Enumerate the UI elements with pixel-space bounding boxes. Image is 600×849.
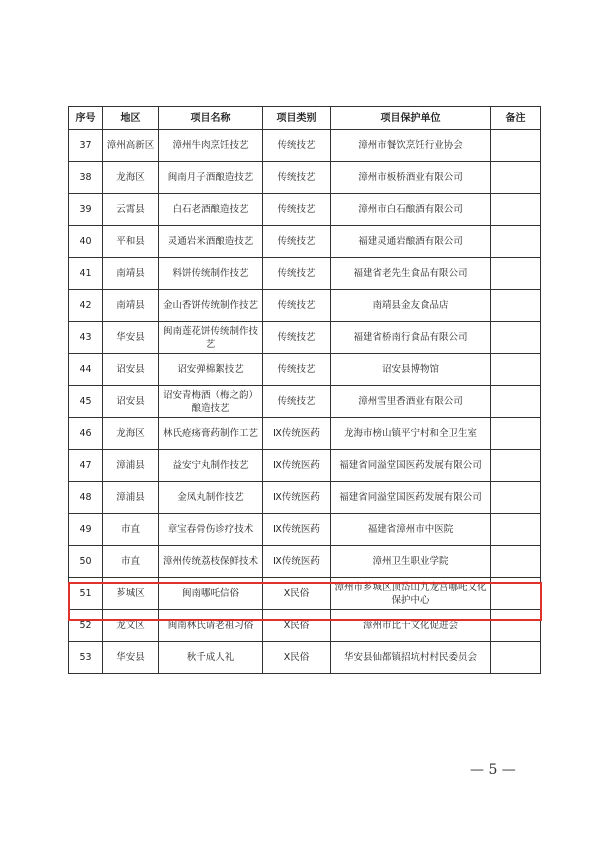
cell-col-category: Ⅸ传统医药 — [263, 450, 331, 482]
cell-col-remarks — [491, 194, 541, 226]
cell-col-region: 漳浦县 — [103, 482, 159, 514]
cell-col-region: 龙海区 — [103, 418, 159, 450]
cell-col-index: 52 — [69, 610, 103, 642]
cell-col-project-name: 漳州传统荔枝保鲜技术 — [159, 546, 263, 578]
cell-col-index: 39 — [69, 194, 103, 226]
cell-col-category: Ⅸ传统医药 — [263, 482, 331, 514]
table-row — [69, 482, 541, 514]
cell-col-remarks — [491, 322, 541, 354]
page-number: — 5 — — [470, 762, 516, 778]
cell-col-protection-unit: 漳州市餐饮烹饪行业协会 — [331, 130, 491, 162]
cell-col-index: 47 — [69, 450, 103, 482]
cell-col-category: Ⅹ民俗 — [263, 578, 331, 610]
table-row — [69, 226, 541, 258]
cell-col-category: 传统技艺 — [263, 162, 331, 194]
cell-col-project-name: 白石老酒酿造技艺 — [159, 194, 263, 226]
cell-col-remarks — [491, 354, 541, 386]
cell-col-project-name: 漳州牛肉烹饪技艺 — [159, 130, 263, 162]
cell-col-project-name: 秋千成人礼 — [159, 642, 263, 674]
cell-col-protection-unit: 福建省同溢堂国医药发展有限公司 — [331, 482, 491, 514]
header-col-protection-unit: 项目保护单位 — [331, 107, 491, 130]
cell-col-protection-unit: 南靖县金友食品店 — [331, 290, 491, 322]
cell-col-index: 44 — [69, 354, 103, 386]
table-row — [69, 322, 541, 354]
cell-col-category: Ⅸ传统医药 — [263, 546, 331, 578]
cell-col-project-name: 料饼传统制作技艺 — [159, 258, 263, 290]
cell-col-remarks — [491, 514, 541, 546]
cell-col-protection-unit: 福建省漳州市中医院 — [331, 514, 491, 546]
cell-col-category: 传统技艺 — [263, 290, 331, 322]
cell-col-remarks — [491, 130, 541, 162]
cell-col-index: 53 — [69, 642, 103, 674]
cell-col-region: 云霄县 — [103, 194, 159, 226]
cell-col-project-name: 金山香饼传统制作技艺 — [159, 290, 263, 322]
cell-col-category: 传统技艺 — [263, 354, 331, 386]
cell-col-index: 43 — [69, 322, 103, 354]
table-row — [69, 418, 541, 450]
cell-col-region: 诏安县 — [103, 386, 159, 418]
cell-col-protection-unit: 龙海市榜山镇平宁村和全卫生室 — [331, 418, 491, 450]
table-row — [69, 290, 541, 322]
cell-col-category: Ⅸ传统医药 — [263, 418, 331, 450]
cell-col-index: 51 — [69, 578, 103, 610]
cell-col-remarks — [491, 290, 541, 322]
table-row — [69, 386, 541, 418]
cell-col-region: 芗城区 — [103, 578, 159, 610]
cell-col-category: 传统技艺 — [263, 226, 331, 258]
cell-col-region: 华安县 — [103, 322, 159, 354]
cell-col-project-name: 林氏疮疡膏药制作工艺 — [159, 418, 263, 450]
cell-col-remarks — [491, 450, 541, 482]
header-col-category: 项目类别 — [263, 107, 331, 130]
table-row — [69, 162, 541, 194]
heritage-table-container — [68, 106, 540, 674]
cell-col-region: 南靖县 — [103, 290, 159, 322]
cell-col-region: 诏安县 — [103, 354, 159, 386]
cell-col-project-name: 闽南林氏请老祖习俗 — [159, 610, 263, 642]
cell-col-index: 41 — [69, 258, 103, 290]
cell-col-index: 42 — [69, 290, 103, 322]
cell-col-remarks — [491, 418, 541, 450]
cell-col-index: 37 — [69, 130, 103, 162]
cell-col-protection-unit: 福建省老先生食品有限公司 — [331, 258, 491, 290]
cell-col-region: 漳浦县 — [103, 450, 159, 482]
cell-col-protection-unit: 漳州雪里香酒业有限公司 — [331, 386, 491, 418]
cell-col-index: 45 — [69, 386, 103, 418]
cell-col-protection-unit: 福建省同溢堂国医药发展有限公司 — [331, 450, 491, 482]
table-row — [69, 258, 541, 290]
cell-col-project-name: 益安宁丸制作技艺 — [159, 450, 263, 482]
table-row — [69, 450, 541, 482]
header-col-index: 序号 — [69, 107, 103, 130]
cell-col-region: 南靖县 — [103, 258, 159, 290]
cell-col-remarks — [491, 226, 541, 258]
heritage-table — [68, 106, 541, 674]
cell-col-region: 龙文区 — [103, 610, 159, 642]
cell-col-region: 市直 — [103, 514, 159, 546]
cell-col-protection-unit: 福建灵通岩酿酒有限公司 — [331, 226, 491, 258]
header-col-remarks: 备注 — [491, 107, 541, 130]
cell-col-index: 40 — [69, 226, 103, 258]
cell-col-protection-unit: 漳州市比干文化促进会 — [331, 610, 491, 642]
cell-col-region: 华安县 — [103, 642, 159, 674]
cell-col-region: 平和县 — [103, 226, 159, 258]
cell-col-remarks — [491, 610, 541, 642]
cell-col-project-name: 诏安弹棉絮技艺 — [159, 354, 263, 386]
cell-col-category: Ⅹ民俗 — [263, 610, 331, 642]
table-row — [69, 610, 541, 642]
cell-col-index: 46 — [69, 418, 103, 450]
cell-col-index: 48 — [69, 482, 103, 514]
cell-col-project-name: 灵通岩米酒酿造技艺 — [159, 226, 263, 258]
table-row — [69, 130, 541, 162]
cell-col-category: 传统技艺 — [263, 130, 331, 162]
table-header-row — [69, 107, 541, 130]
cell-col-remarks — [491, 386, 541, 418]
cell-col-index: 38 — [69, 162, 103, 194]
cell-col-category: 传统技艺 — [263, 194, 331, 226]
cell-col-region: 市直 — [103, 546, 159, 578]
cell-col-category: Ⅹ民俗 — [263, 642, 331, 674]
cell-col-region: 漳州高新区 — [103, 130, 159, 162]
header-col-project-name: 项目名称 — [159, 107, 263, 130]
cell-col-protection-unit: 漳州市芗城区顶岱山九龙宫哪吒文化保护中心 — [331, 578, 491, 610]
cell-col-project-name: 金凤丸制作技艺 — [159, 482, 263, 514]
cell-col-index: 50 — [69, 546, 103, 578]
header-col-region: 地区 — [103, 107, 159, 130]
cell-col-category: Ⅸ传统医药 — [263, 514, 331, 546]
table-row — [69, 546, 541, 578]
table-body — [69, 130, 541, 674]
cell-col-protection-unit: 漳州市板桥酒业有限公司 — [331, 162, 491, 194]
table-row — [69, 578, 541, 610]
cell-col-remarks — [491, 578, 541, 610]
cell-col-project-name: 诏安青梅酒（梅之韵）酿造技艺 — [159, 386, 263, 418]
cell-col-protection-unit: 诏安县博物馆 — [331, 354, 491, 386]
cell-col-category: 传统技艺 — [263, 386, 331, 418]
cell-col-project-name: 闽南月子酒酿造技艺 — [159, 162, 263, 194]
cell-col-project-name: 闽南莲花饼传统制作技艺 — [159, 322, 263, 354]
cell-col-index: 49 — [69, 514, 103, 546]
cell-col-category: 传统技艺 — [263, 258, 331, 290]
cell-col-protection-unit: 福建省桥南行食品有限公司 — [331, 322, 491, 354]
cell-col-category: 传统技艺 — [263, 322, 331, 354]
cell-col-protection-unit: 漳州卫生职业学院 — [331, 546, 491, 578]
cell-col-project-name: 闽南哪吒信俗 — [159, 578, 263, 610]
cell-col-region: 龙海区 — [103, 162, 159, 194]
cell-col-protection-unit: 漳州市白石酿酒有限公司 — [331, 194, 491, 226]
cell-col-remarks — [491, 482, 541, 514]
table-row — [69, 514, 541, 546]
cell-col-remarks — [491, 258, 541, 290]
cell-col-remarks — [491, 642, 541, 674]
cell-col-remarks — [491, 546, 541, 578]
cell-col-protection-unit: 华安县仙都镇招坑村村民委员会 — [331, 642, 491, 674]
table-row — [69, 642, 541, 674]
cell-col-project-name: 章宝春骨伤诊疗技术 — [159, 514, 263, 546]
cell-col-remarks — [491, 162, 541, 194]
table-row — [69, 194, 541, 226]
table-row — [69, 354, 541, 386]
